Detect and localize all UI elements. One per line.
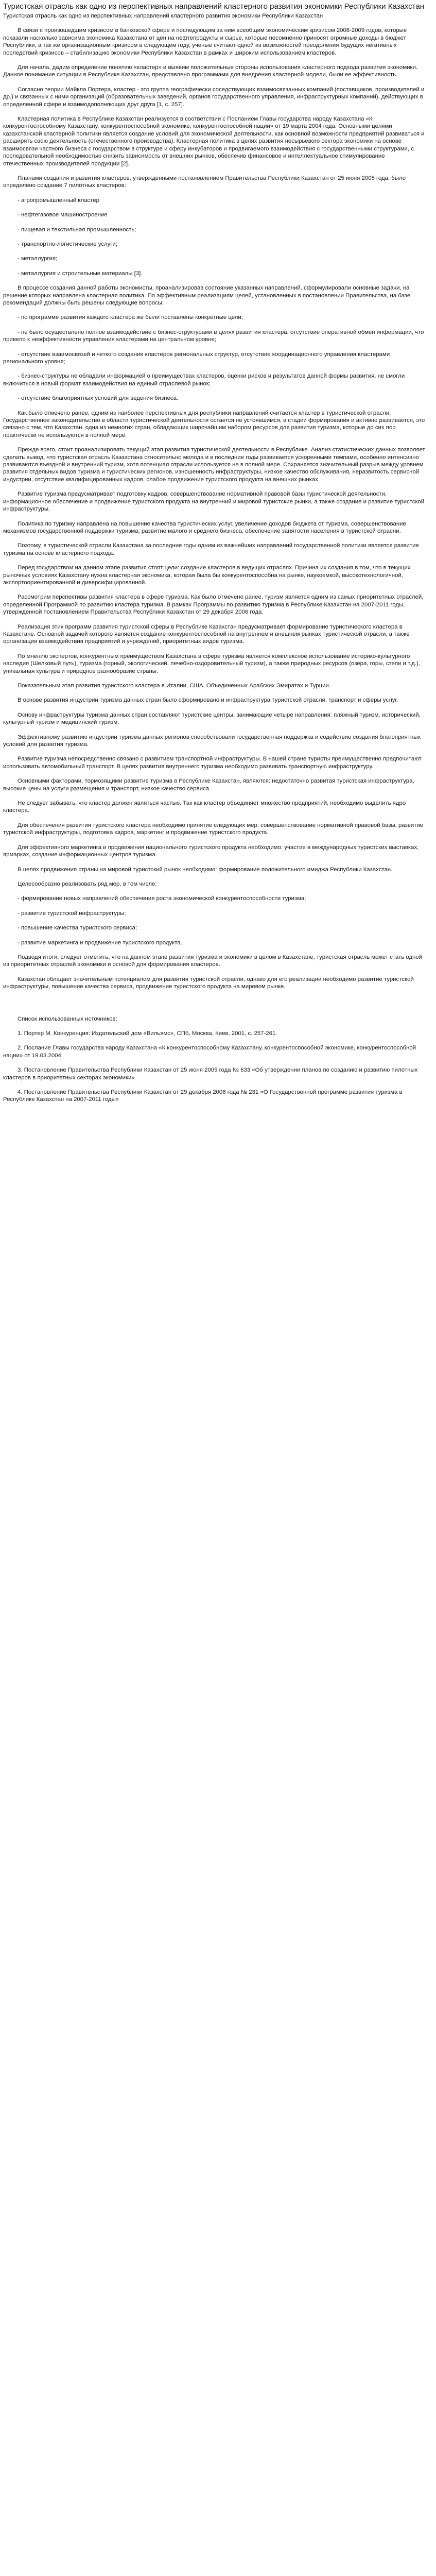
reference-item: 3. Постановление Правительства Республики Казахстан от 25 июня 2005 года № 633 «Об утверждении планов по созданию и развитию пилотных кластеров в приоритетных секторах экономики» bbox=[3, 1067, 418, 1081]
paragraph: - бизнес-структуры не обладали информацией о преимуществах кластеров, оценки рисков и результатов данной формы развития, не смогли включиться в новый формат взаимодействия на единый отраслевой рынок; bbox=[3, 373, 405, 387]
paragraph: Рассмотрим перспективы развития кластера в сфере туризма. Как было отмечено ранее, туризм является одним из самых приоритетных отраслей, определенной Программой по развитию кластера туризма. В рамках Программы по развитию туризма в Республике Казахстан на 2007-2011 годы, утвержденной постановлением Правительства Республики Казахстан от 29 декабря 2006 года. bbox=[3, 594, 424, 616]
document-page bbox=[0, 0, 436, 1121]
paragraph: Для начала, дадим определение понятию «кластер» и выявим положительные стороны использования кластерного подхода развития экономики. Данное понимание ситуации в Республике Казахстан, представлено программами для внедрения кластерной модели, были ее эффективность. bbox=[3, 64, 418, 78]
paragraph: Не следует забывать, что кластер должен являться частью. Так как кластер объединяет множество предприятий, необходимо выделить ядро кластера. bbox=[3, 800, 406, 814]
paragraph: - отсутствие благоприятных условий для ведения бизнеса. bbox=[18, 395, 179, 402]
paragraph: Кластерная политика в Республике Казахстан реализуется в соответствии с Посланием Главы государства народу Казахстана «К конкурентоспособному Казахстану, конкурентоспособной экономике, конкурентоспособной нации» от 19 марта 2004 года. Основными целями казахстанской кластерной политики является создание условий для экономической деятельности, как основной возможности предприятий развиваться и расширять свою деятельность (отечественного производства). Кластерная политика в целях развития несырьевого сектора экономики на основе взаимосвязи частного бизнеса с государством в структуре и сферу инкубаторов и продвигаемого взаимодействия с государственными структурами, с последовательной необходимостью снизить зависимость от внешних рынков, обеспечив финансовое и интеллектуальное стимулирование отечественных производителей продукции [2]. bbox=[3, 116, 425, 167]
paragraph: Целесообразно реализовать ряд мер, в том числе: bbox=[18, 880, 157, 887]
paragraph: В основе развития индустрии туризма данных стран было сформировано и инфраструктура туристской отрасли, транспорт и сферы услуг. bbox=[18, 697, 398, 704]
reference-item: 1. Портер М. Конкуренция: Издательский дом «Вильямс», СПб, Москва, Киев, 2001, с. 257-261. bbox=[18, 1030, 277, 1037]
paragraph: В целях продвижения страны на мировой туристский рынок необходимо: формирование положительного имиджа Республики Казахстан. bbox=[18, 866, 393, 873]
paragraph: Подводя итоги, следует отметить, что на данном этапе развития туризма и экономики в целом в Казахстане, туристская отрасль может стать одной из приоритетных отраслей экономики и основой для формирования кластеров. bbox=[3, 954, 423, 968]
document-title: Туристская отрасль как одно из перспективных направлений кластерного развития экономики Республики Казахстан bbox=[3, 2, 425, 11]
paragraph: Поэтому, в туристической отрасли Казахстана за последние годы одним из важнейших направлений государственной политики является развитие туризма на основе кластерного подхода. bbox=[3, 543, 419, 556]
paragraph: - развитие туристской инфраструктуры; bbox=[18, 910, 126, 917]
references-heading: Список использованных источников: bbox=[18, 1015, 117, 1022]
paragraph: - пищевая и текстильная промышленность; bbox=[18, 226, 136, 233]
paragraph: Казахстан обладает значительным потенциалом для развития туристской отрасли, однако для его реализации необходимо развитие туристской инфраструктуры, повышение качества сервиса, продвижение туристского продукта на мировом рынке. bbox=[3, 976, 414, 990]
paragraph: - отсутствие взаимосвязей и четкого создания кластеров региональных структур, отсутствие координационного управления кластерами регионального уровня; bbox=[3, 351, 390, 365]
references-list bbox=[3, 1030, 426, 1104]
paragraph: Основными факторами, тормозящими развитие туризма в Республике Казахстан, являются: недостаточно развитая туристская инфраструктура, высокие цены на услуги размещения и транспорт, низкое качество сервиса. bbox=[3, 778, 414, 792]
paragraph: - нефтегазовое машиностроение bbox=[18, 212, 108, 218]
paragraph: Прежде всего, стоит проанализировать текущий этап развития туристической деятельности в Республике. Анализ статистических данных позволяет сделать вывод, что туристская отрасль Казахстана относительно молода и в последние годы развивается ускоренными темпами, особенно интенсивно развиваются въездной и внутренний туризм, хотя потенциал отрасли используется не в полной мере. Сохраняется значительный разрыв между уровнем развития отдельных видов туризма и туристических регионов, изношенность инфраструктуры, низкое качество обслуживания, неразвитость сервисной индустрии, отсутствие квалифицированных кадров, слабое продвижение туристского продукта на внешних рынках. bbox=[3, 447, 425, 483]
paragraph: По мнению экспертов, конкурентным преимуществом Казахстана в сфере туризма является комплексное использование историко-культурного наследия (Шелковый путь), туризма (горный, экологический, лечебно-оздоровительный туризм), а также природных ресурсов (озера, горы, степи и т.д.), уникальная культура и природное разнообразие страны. bbox=[3, 653, 420, 674]
paragraph: - агропромышленный кластер bbox=[18, 197, 99, 204]
reference-item: 2. Послание Главы государства народу Казахстана «К конкурентоспособному Казахстану, конкурентоспособной экономике, конкурентоспособной нации» от 19.03.2004 bbox=[3, 1045, 416, 1059]
paragraph: - металлургия; bbox=[18, 256, 58, 262]
paragraph: Эффективному развитию индустрии туризма данных регионов способствовали государственная поддержка и содействие создания благоприятных условий для развития туризма. bbox=[3, 734, 421, 748]
paragraph: Согласно теории Майкла Портера, кластер - это группа географически соседствующих взаимосвязанных компаний (поставщиков, производителей и др.) и связанных с ними организаций (образовательных заведений, органов государственного управления, инфраструктурных компаний), действующих в определенной сфере и взаимодополняющих друг друга [1, с. 257]. bbox=[3, 86, 425, 108]
paragraph: Туристская отрасль как одно из перспективных направлений кластерного развития экономики Республики Казахстан bbox=[3, 13, 323, 19]
paragraph: Развитие туризма предусматривает подготовку кадров, совершенствование нормативной правовой базы туристической деятельности, информационное обеспечение и продвижение туристского продукта на внутренний и мировой туристские рынки, а также создание и развитие туристской инфраструктуры. bbox=[3, 491, 425, 513]
paragraph: Политика по туризму направлена на повышение качества туристических услуг, увеличение доходов бюджета от туризма, совершенствование механизмов государственной поддержки туризма, развитие малого и среднего бизнеса, обеспечение занятости населения в туристской отрасли. bbox=[3, 520, 406, 534]
paragraph: - повышение качества туристского сервиса; bbox=[18, 925, 137, 931]
document-body bbox=[3, 12, 426, 991]
paragraph: Развитие туризма непосредственно связано с развитием транспортной инфраструктуры. В нашей стране туристы преимущественно предпочитают использовать автомобильный транспорт. В целях развития внутреннего туризма необходимо развивать транспортную инфраструктуру. bbox=[3, 756, 422, 770]
paragraph: Реализация этих программ развития туристской сферы в Республике Казахстан предусматривает формирование туристического кластера в Казахстане. Основной задачей которого является создание конкурентоспособной на внутреннем и внешнем рынках туристической отрасли, а также организация взаимодействия предприятий и учреждений, приоритетных видов туризма. bbox=[3, 623, 410, 645]
paragraph: - не было осуществлено полное взаимодействие с бизнес-структурами в целях развития кластера, отсутствие оперативной обмен информации, что привело к неэффективности управления кластерами на центральном уровне; bbox=[3, 329, 424, 343]
paragraph: - металлургия и строительные материалы [3]. bbox=[18, 270, 143, 277]
reference-item: 4. Постановление Правительства Республики Казахстан от 29 декабря 2006 года № 231 «О Государственной программе развития туризма в Республике Казахстан на 2007-2011 годы» bbox=[3, 1089, 403, 1103]
paragraph: Перед государством на данном этапе развития стоят цели: создание кластеров в ведущих отраслях. Причина их создания в том, что в текущих рыночных условиях Казахстану нужна кластерная экономика, которая была бы конкурентоспособна на рынке, наукоемкой, высокотехнологичной, экспортоориентированной и диверсифицированной. bbox=[3, 565, 411, 586]
paragraph: Как было отмечено ранее, одним из наиболее перспективных для республики направлений считается кластер в туристической отрасли. Государственное законодательство в области туристической деятельности остается не устоявшимся, в стадии формирования и активно развивается, это связано с тем, что Казахстан, одна из немногих стран, обладающих широчайшим набором ресурсов для развития туризма, которые до сих пор практически не используются в полной мере. bbox=[3, 410, 425, 438]
paragraph: В процессе создания данной работы экономисты, проанализировав состояние указанных направлений, сформулировали основные задачи, на решение которых направлена кластерная политика. По эффективным реализациям целей, установленных в постановлении Правительства, на базе рекомендаций должны быть решены следующие вопросы: bbox=[3, 285, 411, 306]
paragraph: В связи с произошедшим кризисом в банковской сфере и последующим за ним всеобщим экономическим кризисом 2008-2009 годов, которые показали насколько зависима экономика Казахстана от цен на нефтепродукты и сырье, которые несомненно приносят огромные доходы в бюджет Республики, а так же организационным кризисом в следующем году, ученые считают одной из возможностей преодоления будущих негативных последствий кризисов – стабилизацию экономики Республики Казахстан в рамках и широким использованием кластеров. bbox=[3, 27, 407, 56]
paragraph: Для эффективного маркетинга и продвижения национального туристского продукта необходимо: участие в международных туристских выставках, ярмарках, создание информационных центров туризма. bbox=[3, 844, 419, 858]
paragraph: - по программе развития каждого кластера же были поставлены конкретные цели; bbox=[18, 314, 243, 321]
paragraph: Планами создания и развития кластеров, утвержденными постановлением Правительства Республики Казахстан от 25 июня 2005 года, было определено создание 7 пилотных кластеров: bbox=[3, 175, 406, 189]
paragraph: Для обеспечения развития туристского кластера необходимо принятие следующих мер: совершенствование нормативной правовой базы, развитие туристской инфраструктуры, подготовка кадров, маркетинг и продвижение туристского продукта. bbox=[3, 822, 424, 836]
paragraph: - развитие маркетинга и продвижение туристского продукта. bbox=[18, 939, 182, 946]
paragraph: Показательным этап развития туристского кластера в Италии, США, Объединенных Арабских Эмиратах и Турции. bbox=[18, 683, 331, 689]
paragraph: - транспортно-логистические услуги; bbox=[18, 241, 118, 247]
paragraph: - формирование новых направлений обеспечения роста экономической конкурентоспособности туризма; bbox=[18, 895, 306, 902]
paragraph: Основу инфраструктуры туризма данных стран составляют туристские центры, занимающие четыре направления: пляжный туризм, исторический, культурный туризм и медицинский туризм. bbox=[3, 711, 421, 726]
